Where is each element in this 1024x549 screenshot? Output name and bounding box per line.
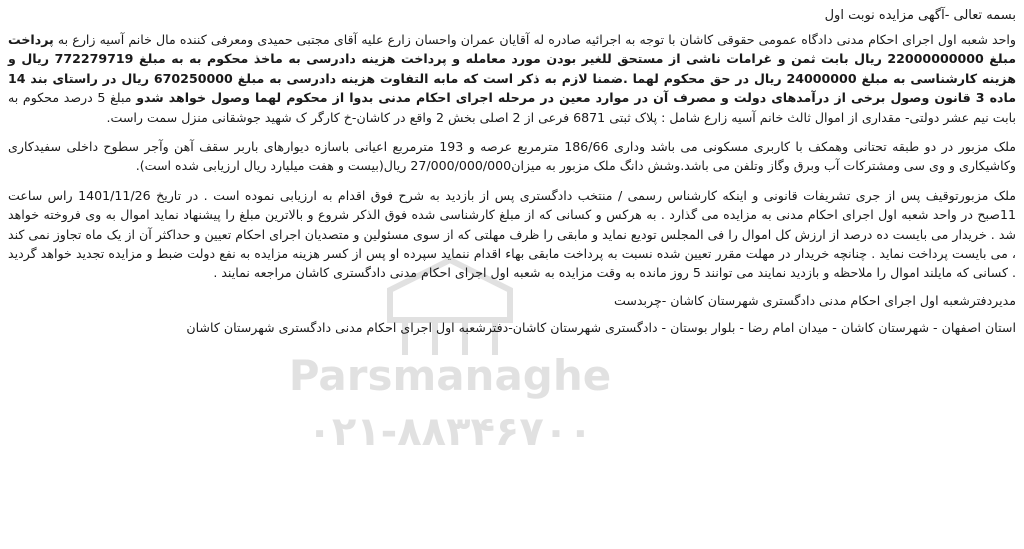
watermark-phone: ۰۲۱-۸۸۳۴۶۷۰۰ [307, 409, 593, 455]
notice-paragraph-auction-terms: ملک مزبورتوقیف پس از جری تشریفات قانونی و اینکه کارشناس رسمی / منتخب دادگستری پس از بازدید به شرح فوق اقدام به ارزیابی نموده است . در تاریخ 1401/11/26 راس ساعت 11صبح در واحد شعبه اول اجرای احکام مدنی به مزایده می گذارد . به هرکس و کسانی که از مبلغ کارشناسی شده فوق الذکر شروع و بالاترین مبلغ را پیشنهاد نماید اموال به وی فروخته خواهد شد . خریدار می بایست ده درصد از ارزش کل اموال را فی المجلس تودیع نماید و مابقی را ظرف مهلتی که از سوی مسئولین و متصدیان اجرای احکام تعیین و حداکثر آن از یک ماه تجاوز نمی کند ، می بایست پرداخت نماید . چنانچه خریدار در مهلت مقرر تعیین شده نسبت به پرداخت مابقی بهاء اقدام ننماید سپرده او پس از کسر هزینه مزایده به نفع دولت ضبط و مزایده تجدید خواهد گردید . کسانی که مایلند اموال را ملاحظه و بازدید نمایند می توانند 5 روز مانده به وقت مزایده به شعبه اول اجرای احکام مدنی دادگستری کاشان مراجعه نمایند . [8, 187, 1016, 281]
paragraph-text: واحد شعبه اول اجرای احکام مدنی دادگاه عمومی حقوقی کاشان با توجه به اجرائیه صادره له آقایان عمران واحسان زارع علیه آقای مجتبی حمیدی ومعرفی کننده مال خانم آسیه زارع به [53, 32, 1016, 47]
notice-signature: مدیردفترشعبه اول اجرای احکام مدنی دادگستری شهرستان کاشان -چربدست [613, 292, 1016, 308]
notice-paragraph-property: ملک مزبور در دو طبقه تحتانی وهمکف با کاربری مسکونی می باشد وداری 186/66 مترمربع عرصه و 193 مترمربع اعیانی باسازه دیوارهای باربر سقف آهن وآجر سطوح داخلی سفیدکاری وکاشیکاری و وی سی ومشترکات آب وبرق وگاز وتلفن می باشد.وشش دانگ ملک مزبور به میزان27/000/000/000 ریال(بیست و هفت میلیارد ریال ارزیابی شده است). [8, 139, 1016, 174]
notice-content [8, 6, 1016, 338]
notice-title: بسمه تعالی -آگهی مزایده نوبت اول [824, 8, 1016, 23]
paragraph-bold-text: پرداخت مبلغ 22000000000 ریال بابت ثمن و غرامات ناشی از مستحق للغیر بودن مورد معامله و پرداخت هزینه دادرسی به ماخذ محکوم به به مبلغ 772279719 ریال و هزینه کارشناسی به مبلغ 24000000 ریال در حق محکوم لهما .ضمنا لازم به ذکر است که مابه التفاوت هزینه دادرسی به مبلغ 670250000 ریال در راستای بند 14 ماده 3 قانون وصول برخی از درآمدهای دولت و مصرف آن در موارد معین در مرحله اجرای احکام مدنی بدوا از محکوم لهما وصول خواهد شدو [8, 32, 1016, 106]
notice-address: استان اصفهان - شهرستان کاشان - میدان امام رضا - بلوار بوستان - دادگستری شهرستان کاشان-دفترشعبه اول اجرای احکام مدنی دادگستری شهرستان کاشان [186, 320, 1016, 336]
watermark-brand: Parsmanaghe [288, 351, 612, 400]
paragraph-text: مبلغ 5 درصد محکوم به بابت نیم عشر دولتی- مقداری از اموال ثالث خانم آسیه زارع شامل : پلاک ثبتی 6871 فرعی از 2 اصلی بخش 2 واقع در کاشان-خ کارگر ک شهید جوشقانی منزل سمت راست. [8, 90, 1016, 125]
notice-paragraph-parties [8, 30, 1016, 127]
